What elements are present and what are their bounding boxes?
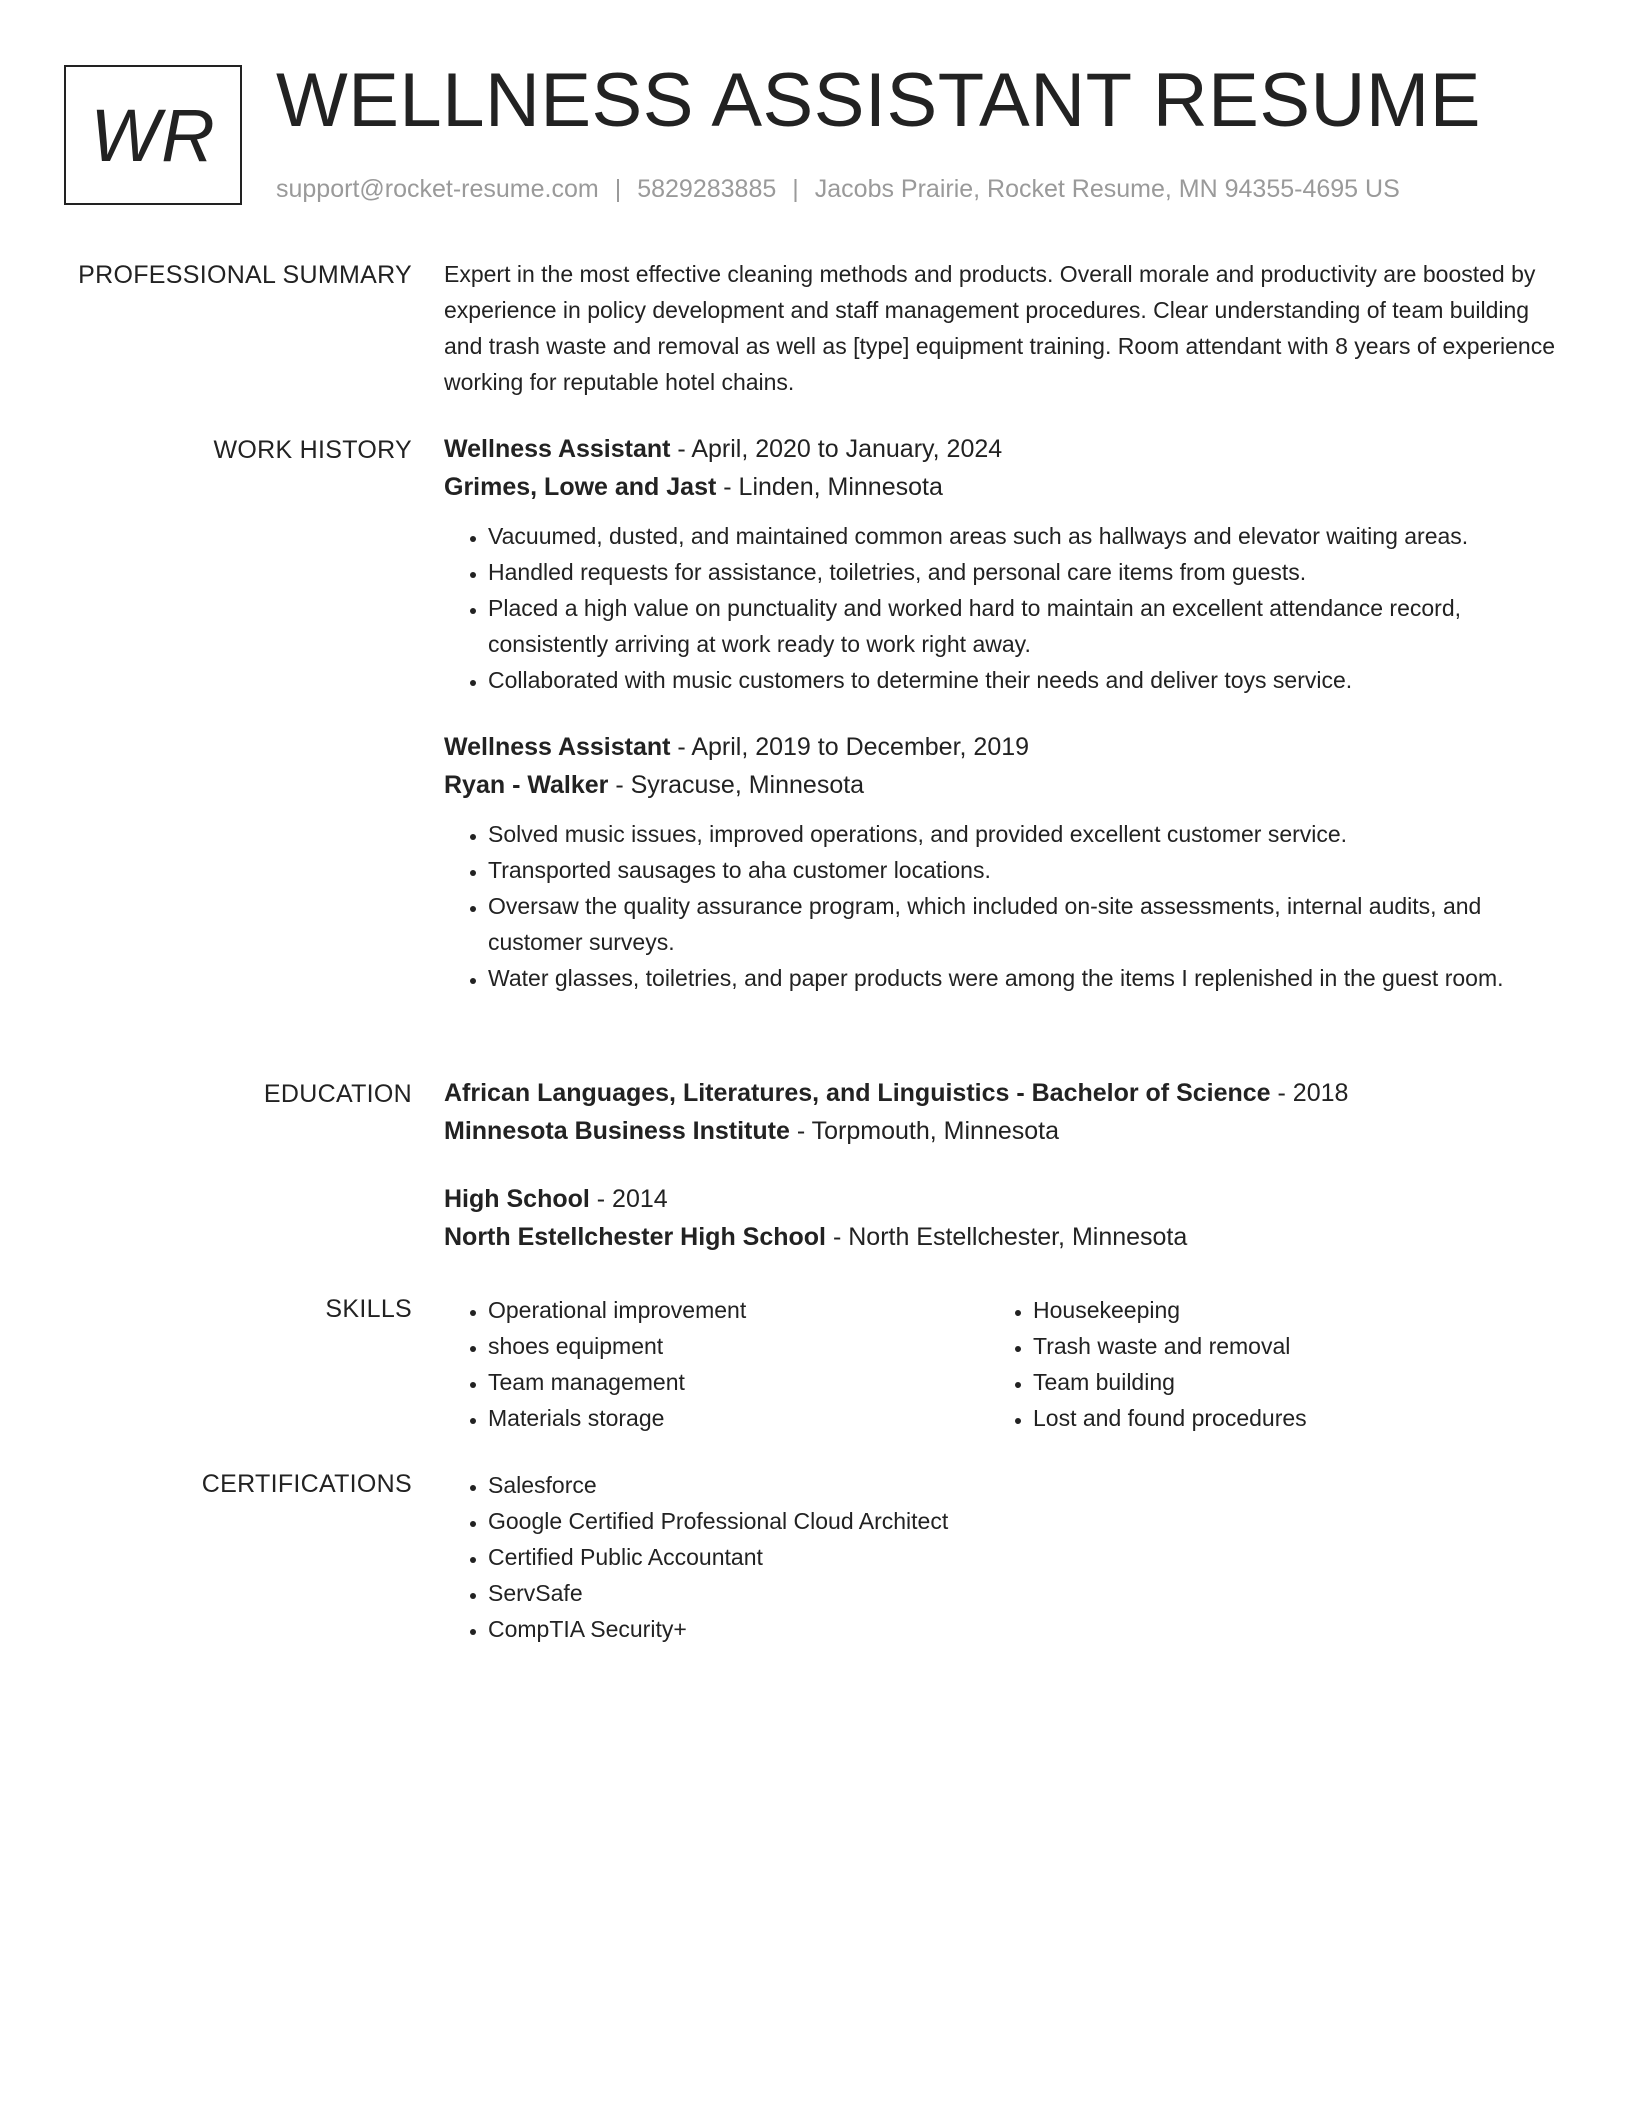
skill-item: • Team management [488,1364,989,1400]
skills-body [444,1292,1556,1436]
skills-list [989,1292,1534,1436]
job-bullet: • Handled requests for assistance, toiletries, and personal care items from guests. [488,554,1556,590]
education-degree: High School [444,1185,590,1213]
education-location: - North Estellchester, Minnesota [826,1223,1188,1251]
contact-phone: 5829283885 [637,175,777,203]
skill-item: • Operational improvement [488,1292,989,1328]
job-bullet: • Oversaw the quality assurance program, which included on-site assessments, internal audits, and customer surveys. [488,888,1556,960]
contact-separator: | [792,175,799,203]
education-entry [444,1074,1556,1150]
job-title-line [444,430,1556,468]
contact-line [276,172,1400,206]
certifications-list [444,1467,1556,1647]
job-entry [444,728,1556,996]
section-label-skills: SKILLS [325,1295,412,1323]
skill-item: • shoes equipment [488,1328,989,1364]
job-bullet: • Vacuumed, dusted, and maintained common areas such as hallways and elevator waiting areas. [488,518,1556,554]
contact-email: support@rocket-resume.com [276,175,599,203]
certification-item: • Certified Public Accountant [488,1539,1556,1575]
skill-item: • Trash waste and removal [1033,1328,1534,1364]
job-bullets [444,816,1556,996]
contact-separator: | [614,175,622,203]
job-bullet: • Placed a high value on punctuality and worked hard to maintain an excellent attendance record, consistently arriving at work ready to work right away. [488,590,1556,662]
section-label-certifications: CERTIFICATIONS [201,1470,412,1498]
education-degree-line [444,1180,1556,1218]
job-dates: - April, 2020 to January, 2024 [670,435,1003,463]
education-degree-line [444,1074,1556,1112]
resume-title: WELLNESS ASSISTANT RESUME [276,58,1481,143]
education-body [444,1074,1556,1286]
education-school-line [444,1112,1556,1150]
section-label-work-history: WORK HISTORY [213,436,412,464]
job-company: Ryan - Walker [444,771,609,799]
section-label-summary: PROFESSIONAL SUMMARY [78,261,412,289]
job-company: Grimes, Lowe and Jast [444,473,717,501]
education-year: - 2014 [589,1185,668,1213]
section-label-education: EDUCATION [263,1080,412,1108]
certification-item: • CompTIA Security+ [488,1611,1556,1647]
job-entry [444,430,1556,698]
job-bullet: • Transported sausages to aha customer locations. [488,852,1556,888]
certification-item: • ServSafe [488,1575,1556,1611]
job-location: - Linden, Minnesota [716,473,943,501]
job-company-line [444,468,1556,506]
job-bullet: • Collaborated with music customers to determine their needs and deliver toys service. [488,662,1556,698]
skills-column-right [989,1292,1534,1436]
summary-text: Expert in the most effective cleaning methods and products. Overall morale and productivity are boosted by experience in policy development and staff management procedures. Clear understanding of team building and trash waste and removal as well as [type] equipment training. Room attendant with 8 years of experience working for reputable hotel chains. [444,261,1555,395]
skill-item: • Materials storage [488,1400,989,1436]
education-location: - Torpmouth, Minnesota [789,1117,1060,1145]
job-bullet: • Solved music issues, improved operations, and provided excellent customer service. [488,816,1556,852]
job-dates: - April, 2019 to December, 2019 [670,733,1030,761]
education-year: - 2018 [1270,1079,1349,1107]
monogram-logo: WR [64,65,242,205]
certification-item: • Salesforce [488,1467,1556,1503]
education-entry [444,1180,1556,1256]
job-bullets [444,518,1556,698]
job-company-line [444,766,1556,804]
job-title: Wellness Assistant [444,733,671,761]
summary-body [444,256,1556,400]
skill-item: • Lost and found procedures [1033,1400,1534,1436]
certification-item: • Google Certified Professional Cloud Architect [488,1503,1556,1539]
job-location: - Syracuse, Minnesota [608,771,865,799]
job-title-line [444,728,1556,766]
contact-address: Jacobs Prairie, Rocket Resume, MN 94355-4695 US [814,175,1400,203]
skill-item: • Team building [1033,1364,1534,1400]
job-title: Wellness Assistant [444,435,671,463]
work-history-body [444,430,1556,1026]
skills-grid [444,1292,1556,1436]
education-degree: African Languages, Literatures, and Linguistics - Bachelor of Science [444,1079,1271,1107]
certifications-body [444,1467,1556,1647]
skills-list [444,1292,989,1436]
skills-column-left [444,1292,989,1436]
skill-item: • Housekeeping [1033,1292,1534,1328]
education-school: Minnesota Business Institute [444,1117,790,1145]
job-bullet: • Water glasses, toiletries, and paper products were among the items I replenished in the guest room. [488,960,1556,996]
education-school-line [444,1218,1556,1256]
education-school: North Estellchester High School [444,1223,827,1251]
